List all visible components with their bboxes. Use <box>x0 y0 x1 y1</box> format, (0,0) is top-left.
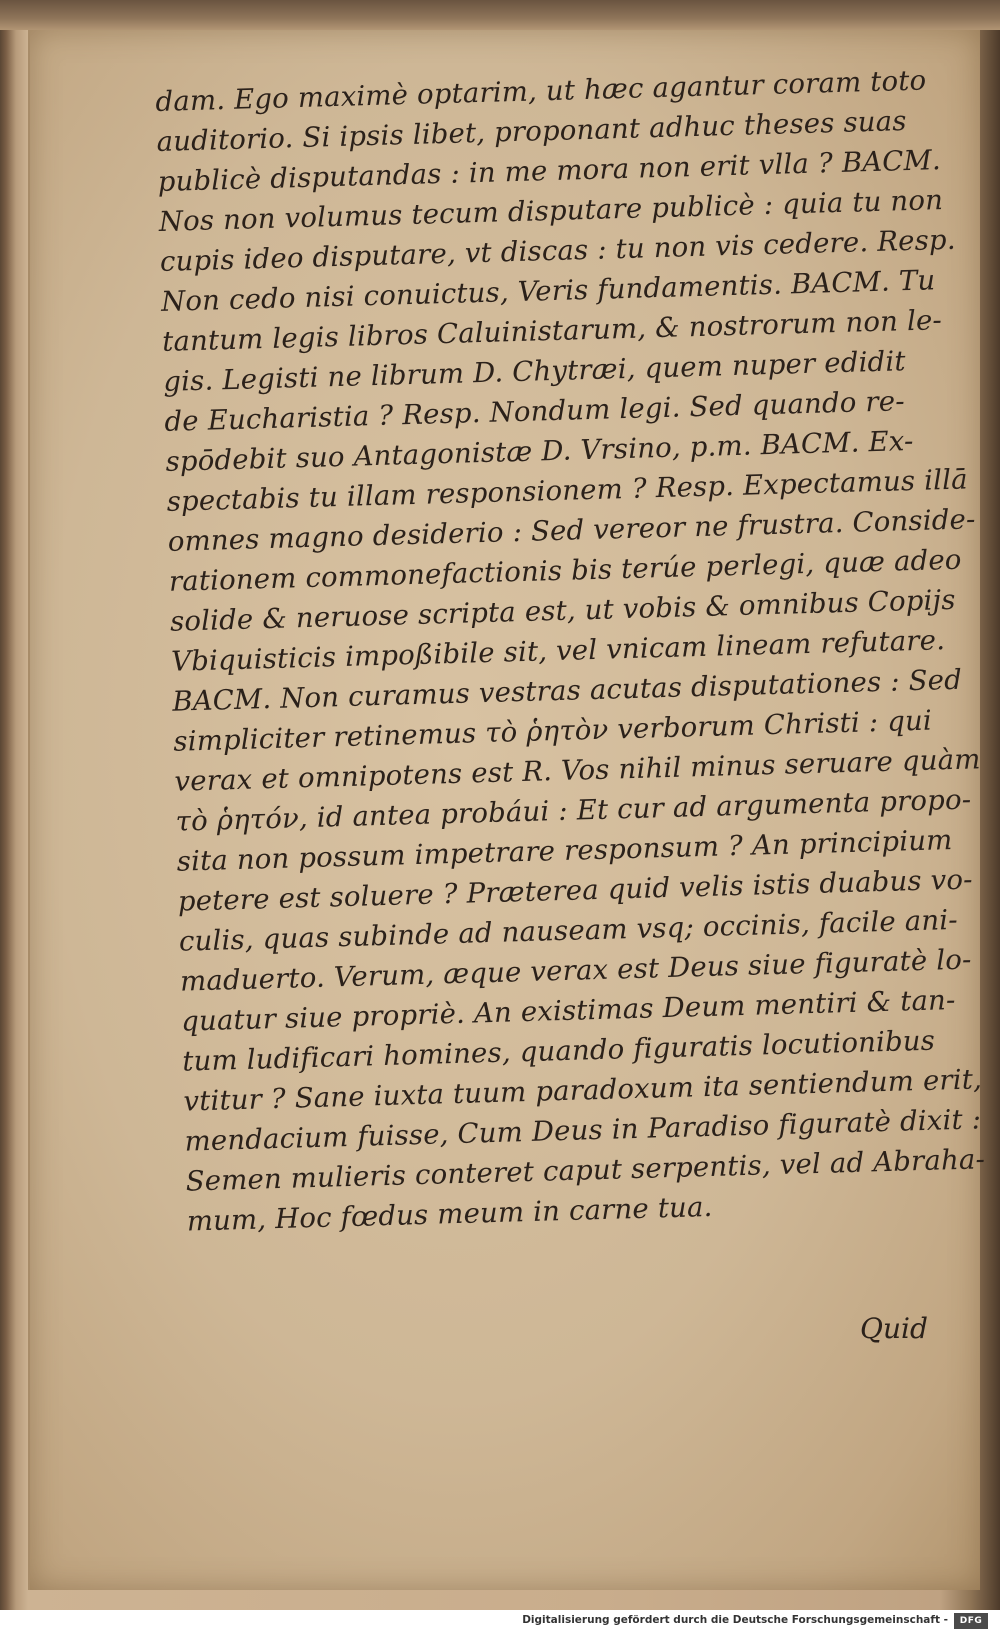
text-line-12: omnes magno desiderio : Sed vereor ne frustra. Conside- <box>167 503 976 558</box>
text-line-18: verax et omnipotens est R. Vos nihil minus seruare quàm <box>174 743 981 798</box>
text-line-21: petere est soluere ? Præterea quid velis istis duabus vo- <box>177 863 974 918</box>
text-line-23: maduerto. Verum, æque verax est Deus siue figuratè lo- <box>179 943 972 998</box>
text-line-27: mendacium fuisse, Cum Deus in Paradiso figuratè dixit : <box>184 1103 982 1158</box>
text-line-6: Non cedo nisi conuictus, Veris fundamentis. BACM. Tu <box>160 264 936 318</box>
text-line-11: spectabis tu illam responsionem ? Resp. Expectamus illā <box>166 463 969 518</box>
text-line-9: de Eucharistia ? Resp. Nondum legi. Sed quando re- <box>164 385 906 438</box>
text-line-29: mum, Hoc fœdus meum in carne tua. <box>186 1190 713 1238</box>
text-line-28: Semen mulieris conteret caput serpentis, vel ad Abraha- <box>185 1143 986 1198</box>
text-line-24: quatur siue propriè. An existimas Deum mentiri & tan- <box>180 984 956 1038</box>
page-text <box>155 60 986 1242</box>
text-line-19: τὸ ῥητόν, id antea probáui : Et cur ad argumenta propo- <box>175 783 972 838</box>
text-line-20: sita non possum impetrare responsum ? An principium <box>176 824 953 878</box>
text-line-14: solide & neruose scripta est, ut vobis & omnibus Copijs <box>169 583 957 638</box>
catchword: Quid <box>860 1312 928 1345</box>
text-line-10: spōdebit suo Antagonistæ D. Vrsino, p.m. BACM. Ex- <box>165 424 914 478</box>
text-line-22: culis, quas subinde ad nauseam vsq; occinis, facile ani- <box>178 903 959 958</box>
text-line-4: Nos non volumus tecum disputare publicè : quia tu non <box>158 184 944 238</box>
dfg-logo: DFG <box>954 1613 988 1629</box>
text-line-26: vtitur ? Sane iuxta tuum paradoxum ita sentiendum erit, <box>183 1063 983 1118</box>
text-line-3: publicè disputandas : in me mora non erit vlla ? BACM. <box>157 144 942 198</box>
text-line-15: Vbiquisticis impoßibile sit, vel vnicam lineam refutare. <box>170 624 946 678</box>
text-line-8: gis. Legisti ne librum D. Chytræi, quem nuper edidit <box>162 345 907 398</box>
book-top-edge <box>0 0 1000 30</box>
funding-credit: Digitalisierung gefördert durch die Deutsche Forschungsgemeinschaft - <box>522 1614 948 1626</box>
text-line-7: tantum legis libros Caluinistarum, & nostrorum non le- <box>161 304 943 358</box>
text-line-25: tum ludificari homines, quando figuratis locutionibus <box>181 1024 936 1078</box>
text-line-2: auditorio. Si ipsis libet, proponant adhuc theses suas <box>156 105 908 158</box>
text-line-16: BACM. Non curamus vestras acutas disputationes : Sed <box>171 663 963 718</box>
text-line-1: dam. Ego maximè optarim, ut hæc agantur coram toto <box>155 64 927 118</box>
text-line-5: cupis ideo disputare, vt discas : tu non vis cedere. Resp. <box>159 223 957 278</box>
digitization-footer <box>0 1610 1000 1633</box>
text-line-13: rationem commonefactionis bis terúe perlegi, quæ adeo <box>168 543 963 598</box>
text-line-17: simpliciter retinemus τὸ ῥητὸν verborum Christi : qui <box>172 704 933 758</box>
